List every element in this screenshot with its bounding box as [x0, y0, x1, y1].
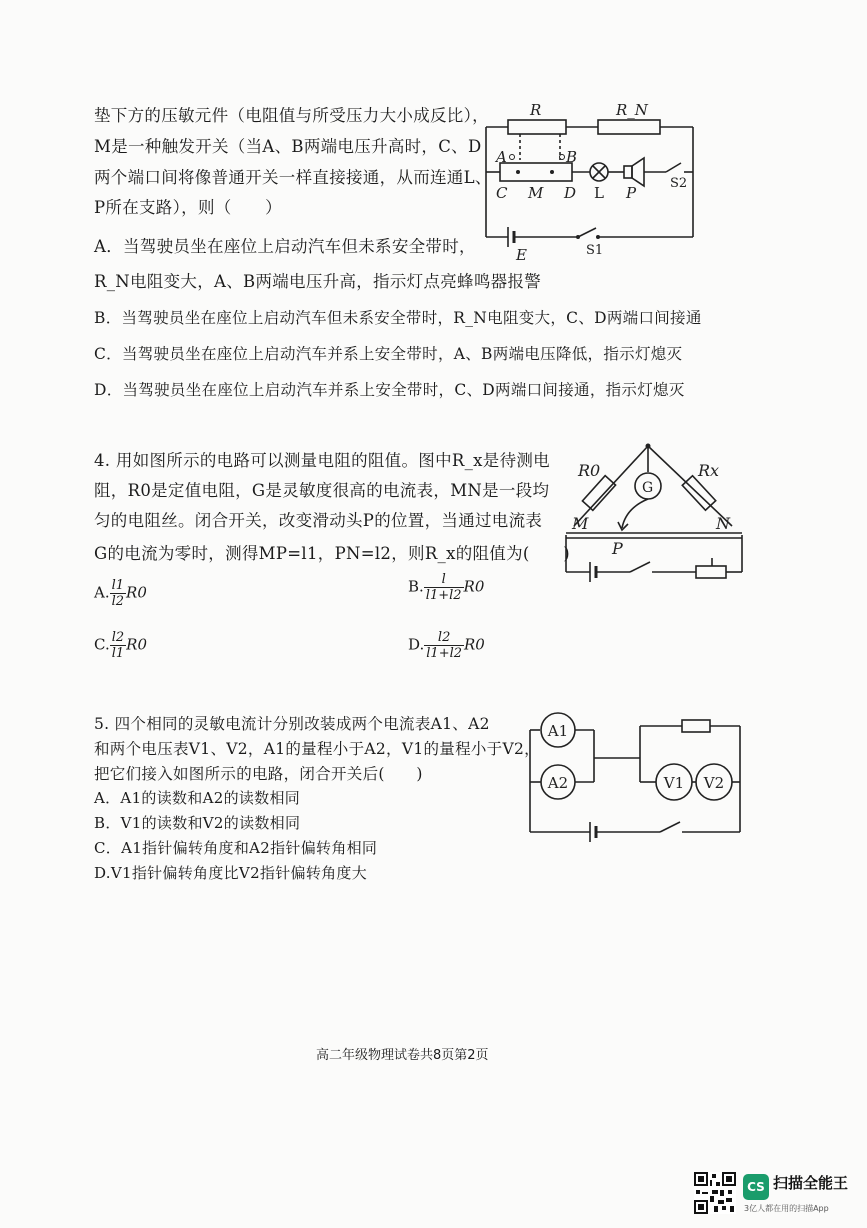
q4-option-a-label: A.: [94, 583, 110, 602]
q4-label-rx: Rx: [698, 461, 720, 480]
q4-label-n: N: [716, 514, 730, 533]
q3-label-r: R: [530, 101, 542, 119]
q5-option-c: C．A1指针偏转角度和A2指针偏转角相同: [94, 839, 378, 857]
q5-option-b: B．V1的读数和V2的读数相同: [94, 814, 301, 832]
q4-line-1: 4. 用如图所示的电路可以测量电阻的阻值。图中R_x是待测电: [94, 451, 550, 470]
q3-label-m: M: [528, 184, 544, 202]
q4-option-a: [94, 578, 147, 609]
page-footer: 高二年级物理试卷共8页第2页: [316, 1048, 489, 1063]
q4-option-c-r0: R0: [126, 635, 147, 654]
q4-option-b-numerator: l: [424, 572, 464, 588]
q3-label-l: L: [594, 184, 604, 202]
q5-circuit-diagram: [522, 708, 748, 848]
camscanner-logo-icon: CS: [743, 1174, 769, 1200]
q5-line-1: 5. 四个相同的灵敏电流计分别改装成两个电流表A1、A2: [94, 715, 490, 733]
q5-option-d: D.V1指针偏转角度比V2指针偏转角度大: [94, 864, 368, 882]
q3-option-b: B．当驾驶员坐在座位上启动汽车但未系安全带时，R_N电阻变大，C、D两端口间接通: [94, 309, 702, 327]
q3-line-4: P所在支路），则（ ）: [94, 198, 282, 217]
q4-label-p: P: [612, 539, 623, 558]
q4-option-b-r0: R0: [463, 577, 485, 596]
q4-option-a-denominator: l2: [111, 594, 125, 609]
q3-label-s2: S2: [670, 176, 688, 191]
q5-meter-v1: V1: [663, 774, 685, 792]
q5-meter-v2: V2: [703, 774, 725, 792]
q4-option-d: [408, 630, 485, 661]
q3-label-rn: R_N: [616, 101, 648, 119]
q4-label-m: M: [572, 514, 589, 533]
q4-option-b-denominator: l1+l2: [425, 588, 462, 603]
q4-option-b-label: B.: [408, 577, 424, 596]
q4-line-4: G的电流为零时，测得MP=l1，PN=l2，则R_x的阻值为( ): [94, 544, 570, 563]
q3-label-p: P: [626, 184, 637, 202]
q3-option-d: D．当驾驶员坐在座位上启动汽车并系上安全带时，C、D两端口间接通，指示灯熄灭: [94, 381, 685, 399]
q4-option-a-numerator: l1: [111, 578, 125, 593]
q4-option-d-numerator: l2: [424, 630, 464, 646]
q4-option-c-numerator: l2: [111, 630, 125, 645]
qr-code-icon: [694, 1172, 736, 1214]
q4-option-d-label: D.: [408, 635, 425, 654]
q5-line-2: 和两个电压表V1、V2，A1的量程小于A2，V1的量程小于V2，: [94, 740, 540, 758]
q4-option-d-r0: R0: [464, 635, 485, 654]
q4-option-c: [94, 630, 147, 661]
q5-option-a: A．A1的读数和A2的读数相同: [94, 789, 301, 807]
q4-option-a-r0: R0: [126, 583, 147, 602]
q3-option-c: C．当驾驶员坐在座位上启动汽车并系上安全带时，A、B两端电压降低，指示灯熄灭: [94, 345, 683, 363]
q4-option-c-denominator: l1: [111, 646, 125, 661]
q5-meter-a2: A2: [547, 774, 569, 792]
q4-line-2: 阻，R0是定值电阻，G是灵敏度很高的电流表，MN是一段均: [94, 481, 550, 500]
q4-label-g: G: [642, 480, 654, 496]
q3-label-e: E: [516, 246, 527, 264]
scanner-brand: 扫描全能王: [773, 1174, 849, 1192]
q4-option-d-denominator: l1+l2: [426, 646, 463, 661]
q3-line-3: 两个端口间将像普通开关一样直接接通，从而连通L、: [94, 168, 492, 187]
q3-label-c: C: [496, 184, 508, 202]
q4-option-b: [408, 572, 484, 603]
q3-option-a-line-1: A．当驾驶员坐在座位上启动汽车但未系安全带时，: [94, 237, 476, 256]
q3-resistor-r: [508, 120, 566, 134]
q4-label-r0: R0: [578, 461, 601, 480]
q4-option-c-label: C.: [94, 635, 110, 654]
q3-label-s1: S1: [586, 243, 604, 258]
q3-label-d: D: [564, 184, 577, 202]
q3-line-1: 垫下方的压敏元件（电阻值与所受压力大小成反比），: [94, 106, 489, 125]
q3-label-b: B: [566, 148, 578, 166]
q3-option-a-line-2: R_N电阻变大，A、B两端电压升高，指示灯点亮蜂鸣器报警: [94, 272, 542, 291]
q4-line-3: 匀的电阻丝。闭合开关，改变滑动头P的位置，当通过电流表: [94, 511, 543, 530]
scanner-slogan: 3亿人都在用的扫描App: [744, 1204, 829, 1213]
q5-meter-a1: A1: [547, 722, 569, 740]
q3-circuit-diagram: [478, 100, 718, 268]
q3-resistor-rn: [598, 120, 660, 134]
q3-line-2: M是一种触发开关（当A、B两端电压升高时，C、D: [94, 137, 482, 156]
q5-line-3: 把它们接入如图所示的电路，闭合开关后( ): [94, 765, 423, 783]
q3-label-a: A: [496, 148, 507, 166]
q4-circuit-diagram: [556, 438, 752, 584]
